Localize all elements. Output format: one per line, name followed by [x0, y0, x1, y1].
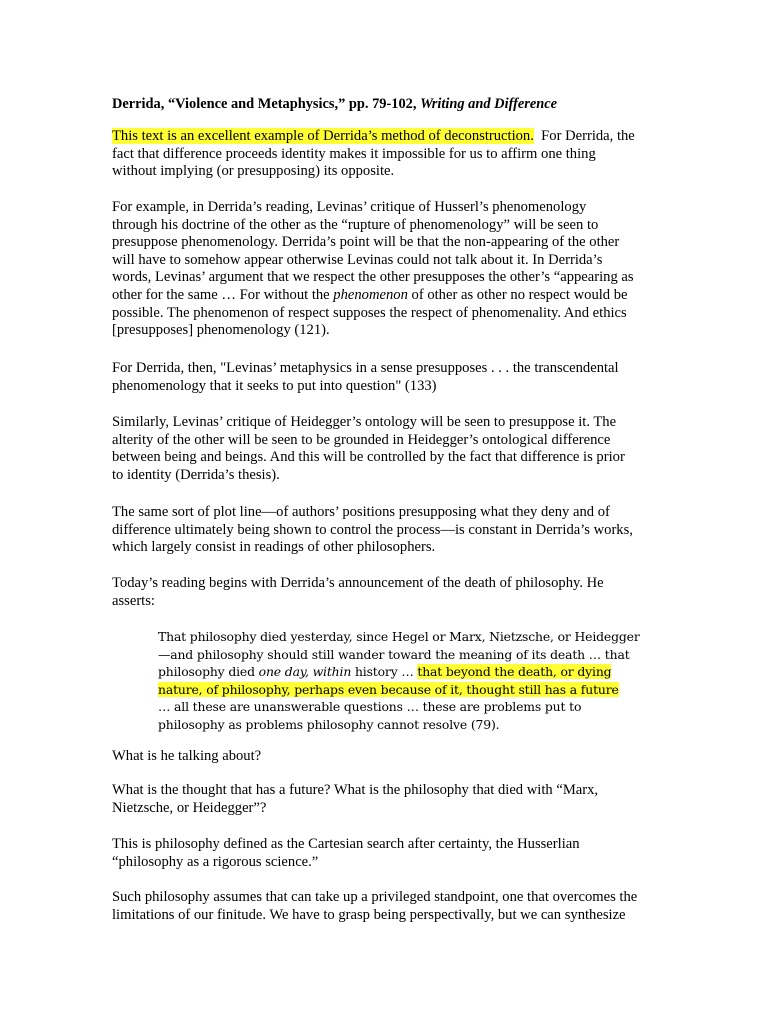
title-text: Derrida, “Violence and Metaphysics,” pp. 79-102, — [112, 96, 421, 112]
paragraph-levinas-heidegger: Similarly, Levinas’ critique of Heidegger’s ontology will be seen to presuppose it. The alterity of the other will be seen to be grounded in Heidegger’s ontological difference between being and beings. And this will be controlled by the fact that difference is prior to identity (Derrida’s thesis). — [112, 414, 625, 483]
paragraph-levinas-metaphysics: For Derrida, then, "Levinas’ metaphysics in a sense presupposes . . . the transcendental phenomenology that it seeks to put into question" (133) — [112, 360, 619, 394]
paragraph-levinas-husserl: For example, in Derrida’s reading, Levinas’ critique of Husserl’s phenomenology through his doctrine of the other as the “rupture of phenomenology” will be seen to presuppose phenomenology. Derrida’s point will be that the non-appearing of the other will have to somehow appear otherwise Levinas could not talk about it. In Derrida’s words, Levinas’ argument that we respect the other presupposes the other’s “appearing as other for the same … For without the phenomenon of other as other no respect would be possible. The phenomenon of respect supposes the respect of phenomenality. And ethics [presupposes] phenomenology (121). — [112, 199, 634, 339]
block-quote: That philosophy died yesterday, since Hegel or Marx, Nietzsche, or Heidegger —and philosophy should still wander toward the meaning of its death … that philosophy died one day, within history … that beyond the death, or dying nature, of philosophy, perhaps even because of it, thought still has a future … all these are unanswerable questions … these are problems put to philosophy as problems philosophy cannot resolve (79). — [158, 629, 640, 732]
paragraph-question: What is he talking about? — [112, 748, 262, 764]
paragraph-cartesian: This is philosophy defined as the Cartesian search after certainty, the Husserlian “philosophy as a rigorous science.” — [112, 836, 580, 870]
quote-highlight-start: that beyond the death, or dying — [417, 664, 612, 680]
paragraph-intro: This text is an excellent example of Derrida’s method of deconstruction. For Derrida, the fact that difference proceeds identity makes it impossible for us to affirm one thing without implying (or presupposing) its opposite. — [112, 128, 635, 180]
quote-highlight-end: nature, of philosophy, perhaps even because of it, thought still has a future — [158, 681, 619, 697]
paragraph-todays-reading: Today’s reading begins with Derrida’s announcement of the death of philosophy. He asserts: — [112, 575, 604, 609]
title-book: Writing and Difference — [420, 96, 558, 112]
paragraph-thought-future: What is the thought that has a future? What is the philosophy that died with “Marx, Nietzsche, or Heidegger”? — [112, 782, 599, 816]
paragraph-plot-line: The same sort of plot line—of authors’ positions presupposing what they deny and of difference ultimately being shown to control the process—is constant in Derrida’s works, which largely consist in readings of other philosophers. — [112, 504, 633, 556]
document-title — [112, 95, 557, 113]
highlighted-sentence: This text is an excellent example of Derrida’s method of deconstruction. — [112, 128, 534, 144]
paragraph-privileged-standpoint: Such philosophy assumes that can take up a privileged standpoint, one that overcomes the limitations of our finitude. We have to grasp being perspectivally, but we can synthesize — [112, 889, 638, 923]
